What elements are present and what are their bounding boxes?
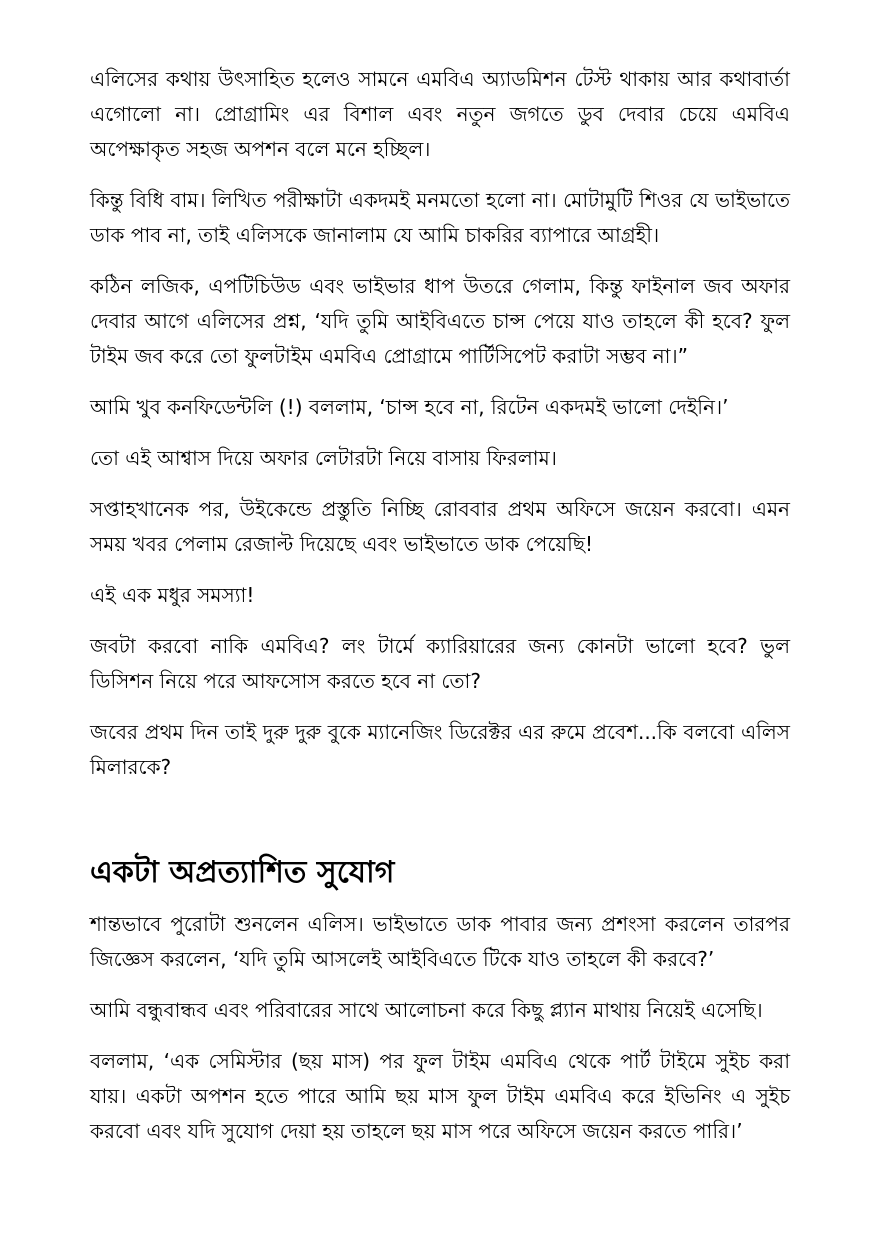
paragraph-11: আমি বন্ধুবান্ধব এবং পরিবারের সাথে আলোচনা করে কিছু প্ল্যান মাথায় নিয়েই এসেছি। — [90, 998, 763, 1022]
paragraph-4: আমি খুব কনফিডেন্টলি (!) বললাম, ‘চান্স হবে না, রিটেন একদমই ভালো দেইনি।’ — [90, 395, 729, 419]
paragraph-7: এই এক মধুর সমস্যা! — [90, 583, 255, 607]
paragraph-8: জবটা করবো নাকি এমবিএ? লং টার্মে ক্যারিয়ারের জন্য কোনটা ভালো হবে? ভুল ডিসিশন নিয়ে পরে আফসোস করতে হবে না তো? — [90, 634, 790, 693]
paragraph-12: বললাম, ‘এক সেমিস্টার (ছয় মাস) পর ফুল টাইম এমবিএ থেকে পার্ট টাইমে সুইচ করা যায়। একটা অপশন হতে পারে আমি ছয় মাস ফুল টাইম এমবিএ করে ইভিনিং এ সুইচ করবো এবং যদি সুযোগ দেয়া হয় তাহলে ছয় মাস পরে অফিসে জয়েন করতে পারি।’ — [90, 1049, 790, 1143]
paragraph-1: এলিসের কথায় উৎসাহিত হলেও সামনে এমবিএ অ্যাডমিশন টেস্ট থাকায় আর কথাবার্তা এগোলো না। প্রোগ্রামিং এর বিশাল এবং নতুন জগতে ডুব দেবার চেয়ে এমবিএ অপেক্ষাকৃত সহজ অপশন বলে মনে হচ্ছিল। — [90, 67, 790, 161]
paragraph-3: কঠিন লজিক, এপটিচিউড এবং ভাইভার ধাপ উতরে গেলাম, কিন্তু ফাইনাল জব অফার দেবার আগে এলিসের প্রশ্ন, ‘যদি তুমি আইবিএতে চান্স পেয়ে যাও তাহলে কী হবে? ফুল টাইম জব করে তো ফুলটাইম এমবিএ প্রোগ্রামে পার্টিসিপেট করাটা সম্ভব না।” — [90, 274, 790, 368]
paragraph-10: শান্তভাবে পুরোটা শুনলেন এলিস। ভাইভাতে ডাক পাবার জন্য প্রশংসা করলেন তারপর জিজ্ঞেস করলেন, ‘যদি তুমি আসলেই আইবিএতে টিকে যাও তাহলে কী করবে?’ — [90, 912, 790, 971]
paragraph-9: জবের প্রথম দিন তাই দুরু দুরু বুকে ম্যানেজিং ডিরেক্টর এর রুমে প্রবেশ...কি বলবো এলিস মিলারকে? — [90, 720, 790, 779]
section-heading: একটা অপ্রত্যাশিত সুযোগ — [90, 855, 395, 890]
document-page — [90, 62, 790, 1165]
paragraph-2: কিন্তু বিধি বাম। লিখিত পরীক্ষাটা একদমই মনমতো হলো না। মোটামুটি শিওর যে ভাইভাতে ডাক পাব না, তাই এলিসকে জানালাম যে আমি চাকরির ব্যাপারে আগ্রহী। — [90, 188, 790, 247]
paragraph-6: সপ্তাহখানেক পর, উইকেন্ডে প্রস্তুতি নিচ্ছি রোববার প্রথম অফিসে জয়েন করবো। এমন সময় খবর পেলাম রেজাল্ট দিয়েছে এবং ভাইভাতে ডাক পেয়েছি! — [90, 497, 790, 556]
paragraph-5: তো এই আশ্বাস দিয়ে অফার লেটারটা নিয়ে বাসায় ফিরলাম। — [90, 446, 557, 470]
